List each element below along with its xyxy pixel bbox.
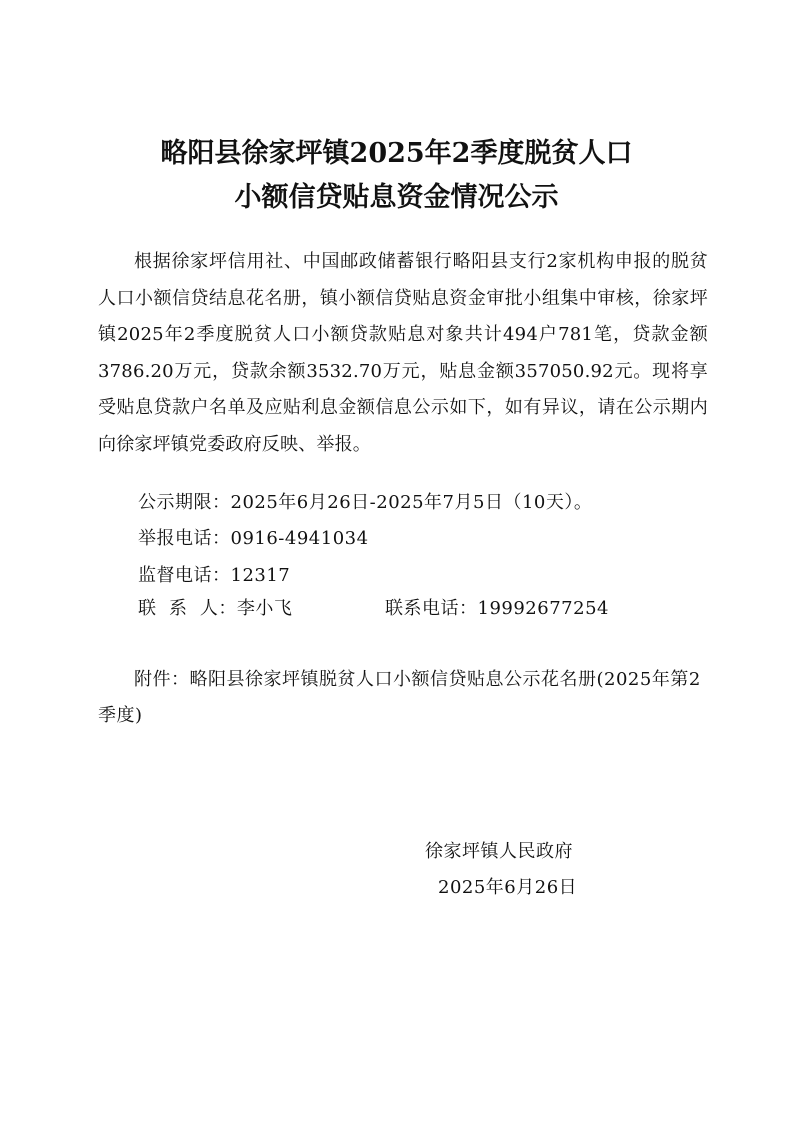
contact-person: 联 系 人：李小飞 <box>138 598 293 619</box>
document-title-line-2: 小额信贷贴息资金情况公示 <box>234 182 559 213</box>
body-paragraph: 根据徐家坪信用社、中国邮政储蓄银行略阳县支行2家机构申报的脱贫人口小额信贷结息花名册，镇小额信贷贴息资金审批小组集中审核，徐家坪镇2025年2季度脱贫人口小额贷款贴息对象共计494户781笔，贷款金额3786.20万元，贷款余额3532.70万元，贴息金额357050.92元。现将享受贴息贷款户名单及应贴利息金额信息公示如下，如有异议，请在公示期内向徐家坪镇党委政府反映、举报。 <box>98 251 708 455</box>
document-title-line-1: 略阳县徐家坪镇2025年2季度脱贫人口 <box>160 138 633 169</box>
signature-date: 2025年6月26日 <box>438 877 578 898</box>
contact-phone: 联系电话：19992677254 <box>385 598 609 619</box>
supervision-phone: 监督电话：12317 <box>138 565 291 586</box>
publicity-period: 公示期限：2025年6月26日-2025年7月5日（10天）。 <box>138 492 593 513</box>
body-block <box>98 244 708 464</box>
report-phone: 举报电话：0916-4941034 <box>138 528 369 549</box>
attachment-note: 附件：略阳县徐家坪镇脱贫人口小额信贷贴息公示花名册(2025年第2季度) <box>98 669 701 726</box>
signature-organization: 徐家坪镇人民政府 <box>425 841 573 862</box>
